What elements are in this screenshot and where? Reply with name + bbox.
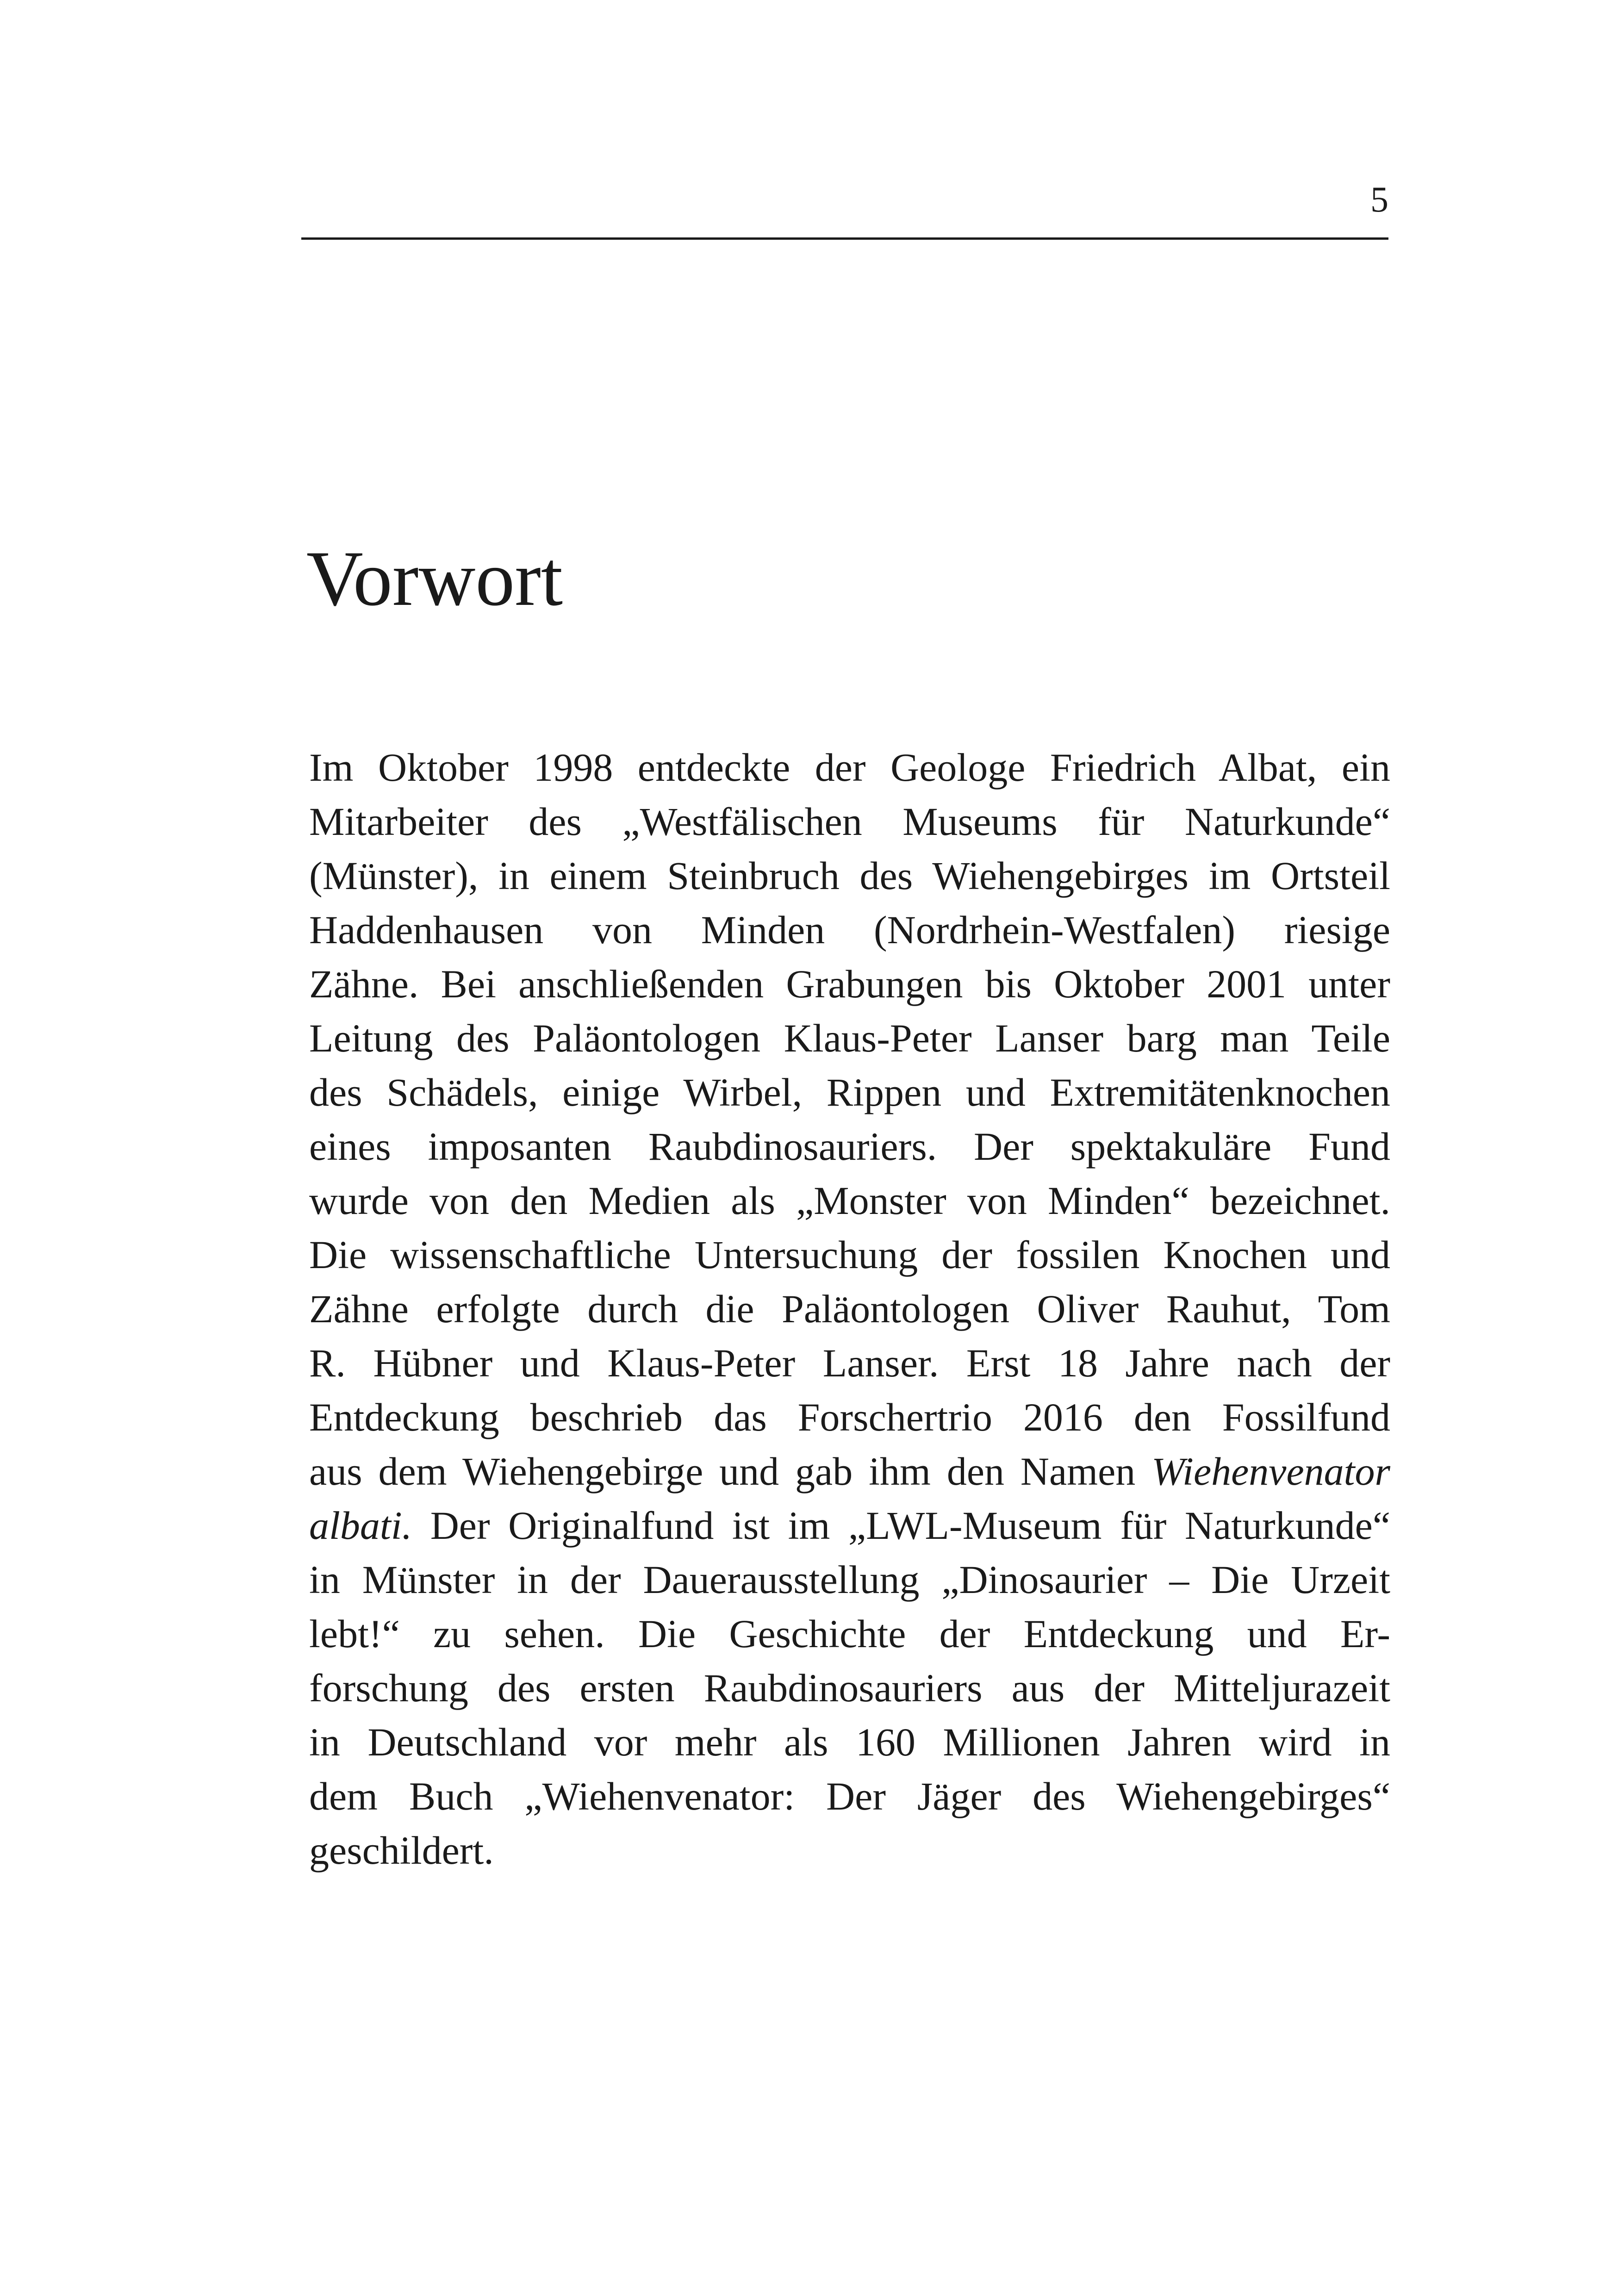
page-number: 5 [1370, 179, 1388, 219]
header-rule [301, 237, 1388, 240]
species-genus: Wiehenvenator [1151, 1449, 1390, 1493]
text-line: in Deutschland vor mehr als 160 Millionen Jahren wird in [309, 1720, 1390, 1764]
text-line: in Münster in der Dauerausstellung „Dinosaurier – Die Urzeit [309, 1557, 1390, 1602]
text-line: geschildert. [309, 1828, 494, 1873]
text-line: Mitarbeiter des „Westfälischen Museums für Naturkunde“ [309, 799, 1390, 844]
text-line: forschung des ersten Raubdinosauriers aus der Mitteljurazeit [309, 1666, 1390, 1710]
body-paragraph [309, 740, 1390, 1878]
chapter-title: Vorwort [306, 535, 563, 622]
text-segment: aus dem Wiehengebirge und gab ihm den Namen [309, 1449, 1136, 1493]
text-line: (Münster), in einem Steinbruch des Wiehengebirges im Ortsteil [309, 853, 1390, 898]
text-line: R. Hübner und Klaus-Peter Lanser. Erst 18 Jahre nach der [309, 1341, 1390, 1385]
text-line: Leitung des Paläontologen Klaus-Peter Lanser barg man Teile [309, 1016, 1390, 1060]
text-line: Zähne erfolgte durch die Paläontologen Oliver Rauhut, Tom [309, 1287, 1390, 1331]
text-segment: Der Originalfund ist im „LWL-Museum für Naturkunde“ [430, 1503, 1391, 1548]
text-line: dem Buch „Wiehenvenator: Der Jäger des Wiehengebirges“ [309, 1774, 1390, 1818]
text-line: wurde von den Medien als „Monster von Minden“ bezeichnet. [309, 1178, 1390, 1223]
text-line: eines imposanten Raubdinosauriers. Der spektakuläre Fund [309, 1124, 1390, 1169]
text-line: Die wissenschaftliche Untersuchung der fossilen Knochen und [309, 1232, 1390, 1277]
text-line: Entdeckung beschrieb das Forschertrio 2016 den Fossilfund [309, 1395, 1390, 1439]
text-line: Haddenhausen von Minden (Nordrhein-Westfalen) riesige [309, 908, 1390, 952]
text-line: Zähne. Bei anschließenden Grabungen bis Oktober 2001 unter [309, 962, 1390, 1006]
text-line: lebt!“ zu sehen. Die Geschichte der Entdeckung und Er- [309, 1612, 1390, 1656]
text-line: des Schädels, einige Wirbel, Rippen und Extremitätenknochen [309, 1070, 1390, 1114]
text-line [309, 1444, 1390, 1499]
text-line [309, 1499, 1390, 1553]
species-epithet: albati. [309, 1503, 412, 1548]
text-line: Im Oktober 1998 entdeckte der Geologe Friedrich Albat, ein [309, 745, 1390, 790]
